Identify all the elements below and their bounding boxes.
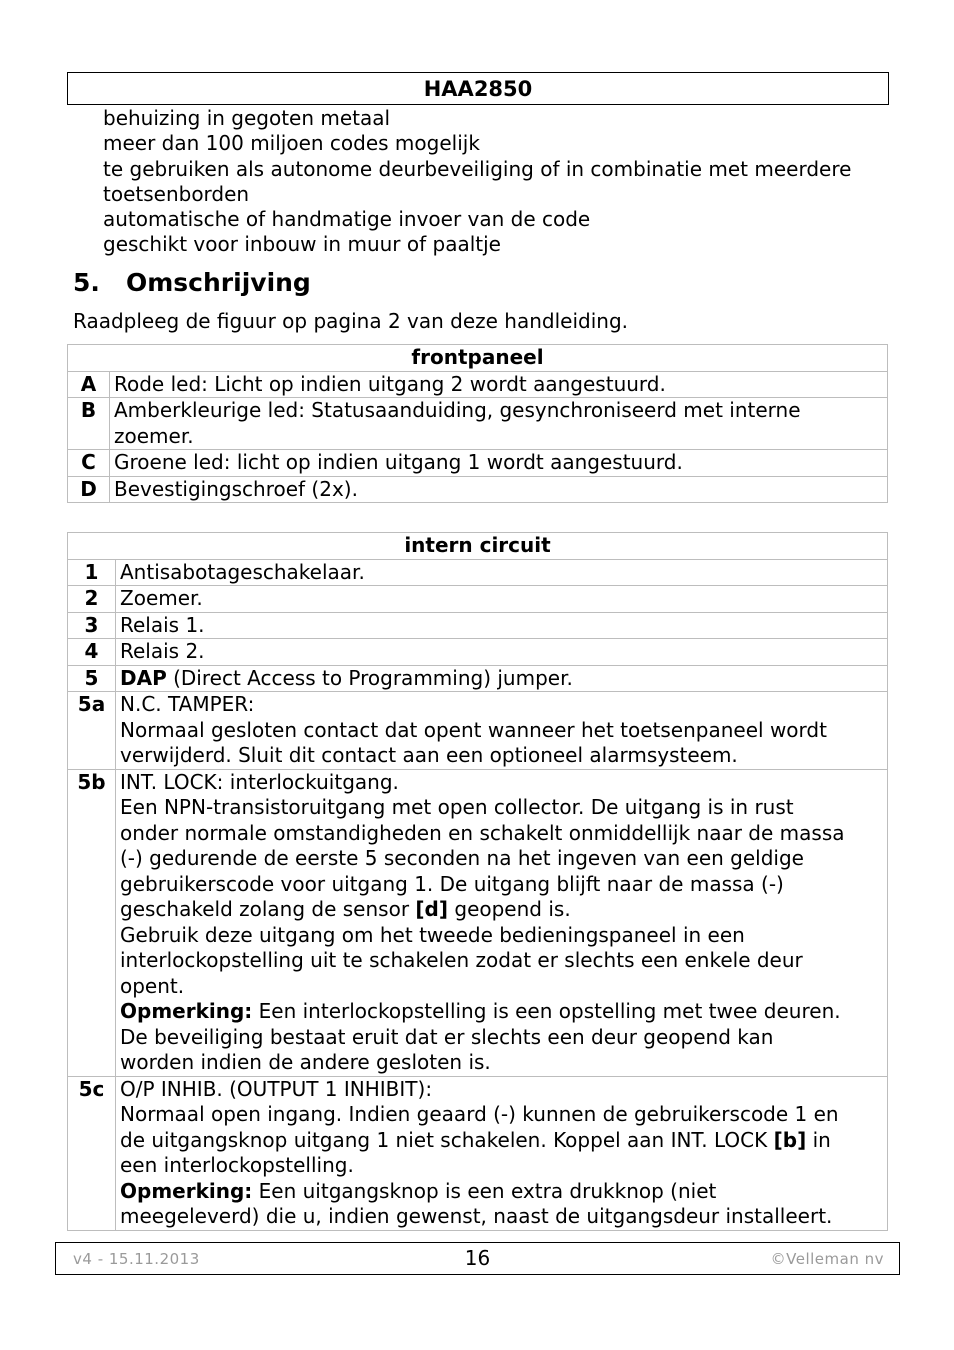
row-key: C: [68, 450, 110, 477]
section-heading: [73, 268, 311, 297]
copyright: ©Velleman nv: [770, 1250, 884, 1268]
note-label: Opmerking:: [120, 999, 253, 1023]
row-text-span: (Direct Access to Programming) jumper.: [166, 665, 573, 690]
table-row: [68, 476, 888, 503]
section-title: Omschrijving: [126, 268, 311, 297]
row-text: Relais 2.: [116, 639, 888, 666]
row-text-line: N.C. TAMPER:: [120, 692, 255, 716]
row-text-line: verwijderd. Sluit dit contact aan een optioneel alarmsysteem.: [120, 743, 738, 767]
row-key: 2: [68, 586, 116, 613]
row-text: [116, 665, 888, 692]
page-number: 16: [464, 1246, 491, 1270]
term-bold: DAP: [120, 665, 167, 690]
section-number: 5.: [73, 268, 100, 297]
text-span: Een interlockopstelling is een opstelling met twee deuren.: [252, 999, 841, 1023]
row-text-line: interlockopstelling uit te schakelen zodat er slechts een enkele deur: [120, 948, 803, 972]
row-text-line: opent.: [120, 973, 185, 998]
text-span: geschakeld zolang de sensor: [120, 897, 416, 921]
list-item: te gebruiken als autonome deurbeveiliging of in combinatie met meerdere: [103, 156, 852, 181]
note-label: Opmerking:: [120, 1178, 253, 1203]
table-row: [68, 586, 888, 613]
row-text-line: onder normale omstandigheden en schakelt onmiddellijk naar de massa: [120, 820, 845, 845]
text-span: de uitgangsknop uitgang 1 niet schakelen. Koppel aan INT. LOCK: [120, 1127, 774, 1152]
product-title: HAA2850: [67, 72, 889, 105]
list-item: behuizing in gegoten metaal: [103, 106, 391, 130]
table-row: [68, 612, 888, 639]
row-text-line: een interlockopstelling.: [120, 1153, 354, 1177]
row-key: 4: [68, 639, 116, 666]
row-text-line: Gebruik deze uitgang om het tweede bedieningspaneel in een: [120, 922, 745, 947]
table-row: [68, 1076, 888, 1230]
row-text: Antisabotageschakelaar.: [116, 559, 888, 586]
row-text: [116, 1076, 888, 1230]
row-text: Zoemer.: [116, 586, 888, 613]
row-text: [110, 398, 888, 450]
text-span: Een uitgangsknop is een extra drukknop (niet: [252, 1178, 717, 1203]
table-row: [68, 371, 888, 398]
list-item: automatische of handmatige invoer van de code: [103, 207, 591, 232]
document-version: v4 - 15.11.2013: [73, 1250, 200, 1268]
list-item: meer dan 100 miljoen codes mogelijk: [103, 131, 480, 156]
feature-list: [103, 106, 903, 258]
row-key: D: [68, 476, 110, 503]
table-row: [68, 398, 888, 450]
reference-bold: [b]: [773, 1127, 807, 1152]
row-text-line: Normaal gesloten contact dat opent wanneer het toetsenpaneel wordt: [120, 717, 827, 742]
list-item: toetsenborden: [103, 181, 250, 206]
text-span: in: [806, 1127, 831, 1152]
row-text-line: (-) gedurende de eerste 5 seconden na het ingeven van een geldige: [120, 846, 804, 870]
row-text-line: meegeleverd) die u, indien gewenst, naast de uitgangsdeur installeert.: [120, 1204, 833, 1228]
row-text-line: Een NPN-transistoruitgang met open collector. De uitgang is in rust: [120, 795, 794, 819]
row-key: B: [68, 398, 110, 450]
row-text-line: gebruikerscode voor uitgang 1. De uitgang blijft naar de massa (-): [120, 871, 784, 896]
row-text-line: INT. LOCK: interlockuitgang.: [120, 769, 399, 794]
row-text-line: Normaal open ingang. Indien geaard (-) kunnen de gebruikerscode 1 en: [120, 1102, 839, 1126]
row-text-line: [120, 1179, 887, 1205]
row-text-line: [120, 897, 887, 923]
row-text: Groene led: licht op indien uitgang 1 wordt aangestuurd.: [110, 450, 888, 477]
row-text-line: [120, 999, 887, 1025]
row-text-line: worden indien de andere gesloten is.: [120, 1050, 491, 1074]
row-text: [116, 692, 888, 770]
table-row: [68, 665, 888, 692]
row-key: 5c: [68, 1076, 116, 1230]
row-key: 3: [68, 612, 116, 639]
row-text: [116, 769, 888, 1076]
row-text: Bevestigingschroef (2x).: [110, 476, 888, 503]
row-text-line: zoemer.: [114, 423, 194, 448]
table-row: [68, 450, 888, 477]
reference-bold: [d]: [415, 897, 449, 921]
table-row: [68, 639, 888, 666]
text-span: geopend is.: [448, 897, 571, 921]
row-text: Relais 1.: [116, 612, 888, 639]
front-panel-table: [67, 344, 888, 503]
row-key: 5b: [68, 769, 116, 1076]
row-text: Rode led: Licht op indien uitgang 2 wordt aangestuurd.: [110, 371, 888, 398]
table-row: [68, 769, 888, 1076]
row-text-line: Amberkleurige led: Statusaanduiding, gesynchroniseerd met interne: [114, 398, 801, 422]
list-item: geschikt voor inbouw in muur of paaltje: [103, 232, 501, 257]
table-title: frontpaneel: [68, 345, 888, 372]
table-row: [68, 559, 888, 586]
internal-circuit-table: [67, 532, 888, 1231]
table-row: [68, 692, 888, 770]
row-text-line: [120, 1128, 887, 1154]
row-key: 5: [68, 665, 116, 692]
page-footer: [55, 1242, 900, 1275]
row-text-line: O/P INHIB. (OUTPUT 1 INHIBIT):: [120, 1076, 433, 1101]
row-key: 5a: [68, 692, 116, 770]
row-key: 1: [68, 559, 116, 586]
table-title: intern circuit: [68, 533, 888, 560]
section-intro: Raadpleeg de figuur op pagina 2 van deze handleiding.: [73, 309, 629, 333]
row-key: A: [68, 371, 110, 398]
row-text-line: De beveiliging bestaat eruit dat er slechts een deur geopend kan: [120, 1024, 774, 1049]
